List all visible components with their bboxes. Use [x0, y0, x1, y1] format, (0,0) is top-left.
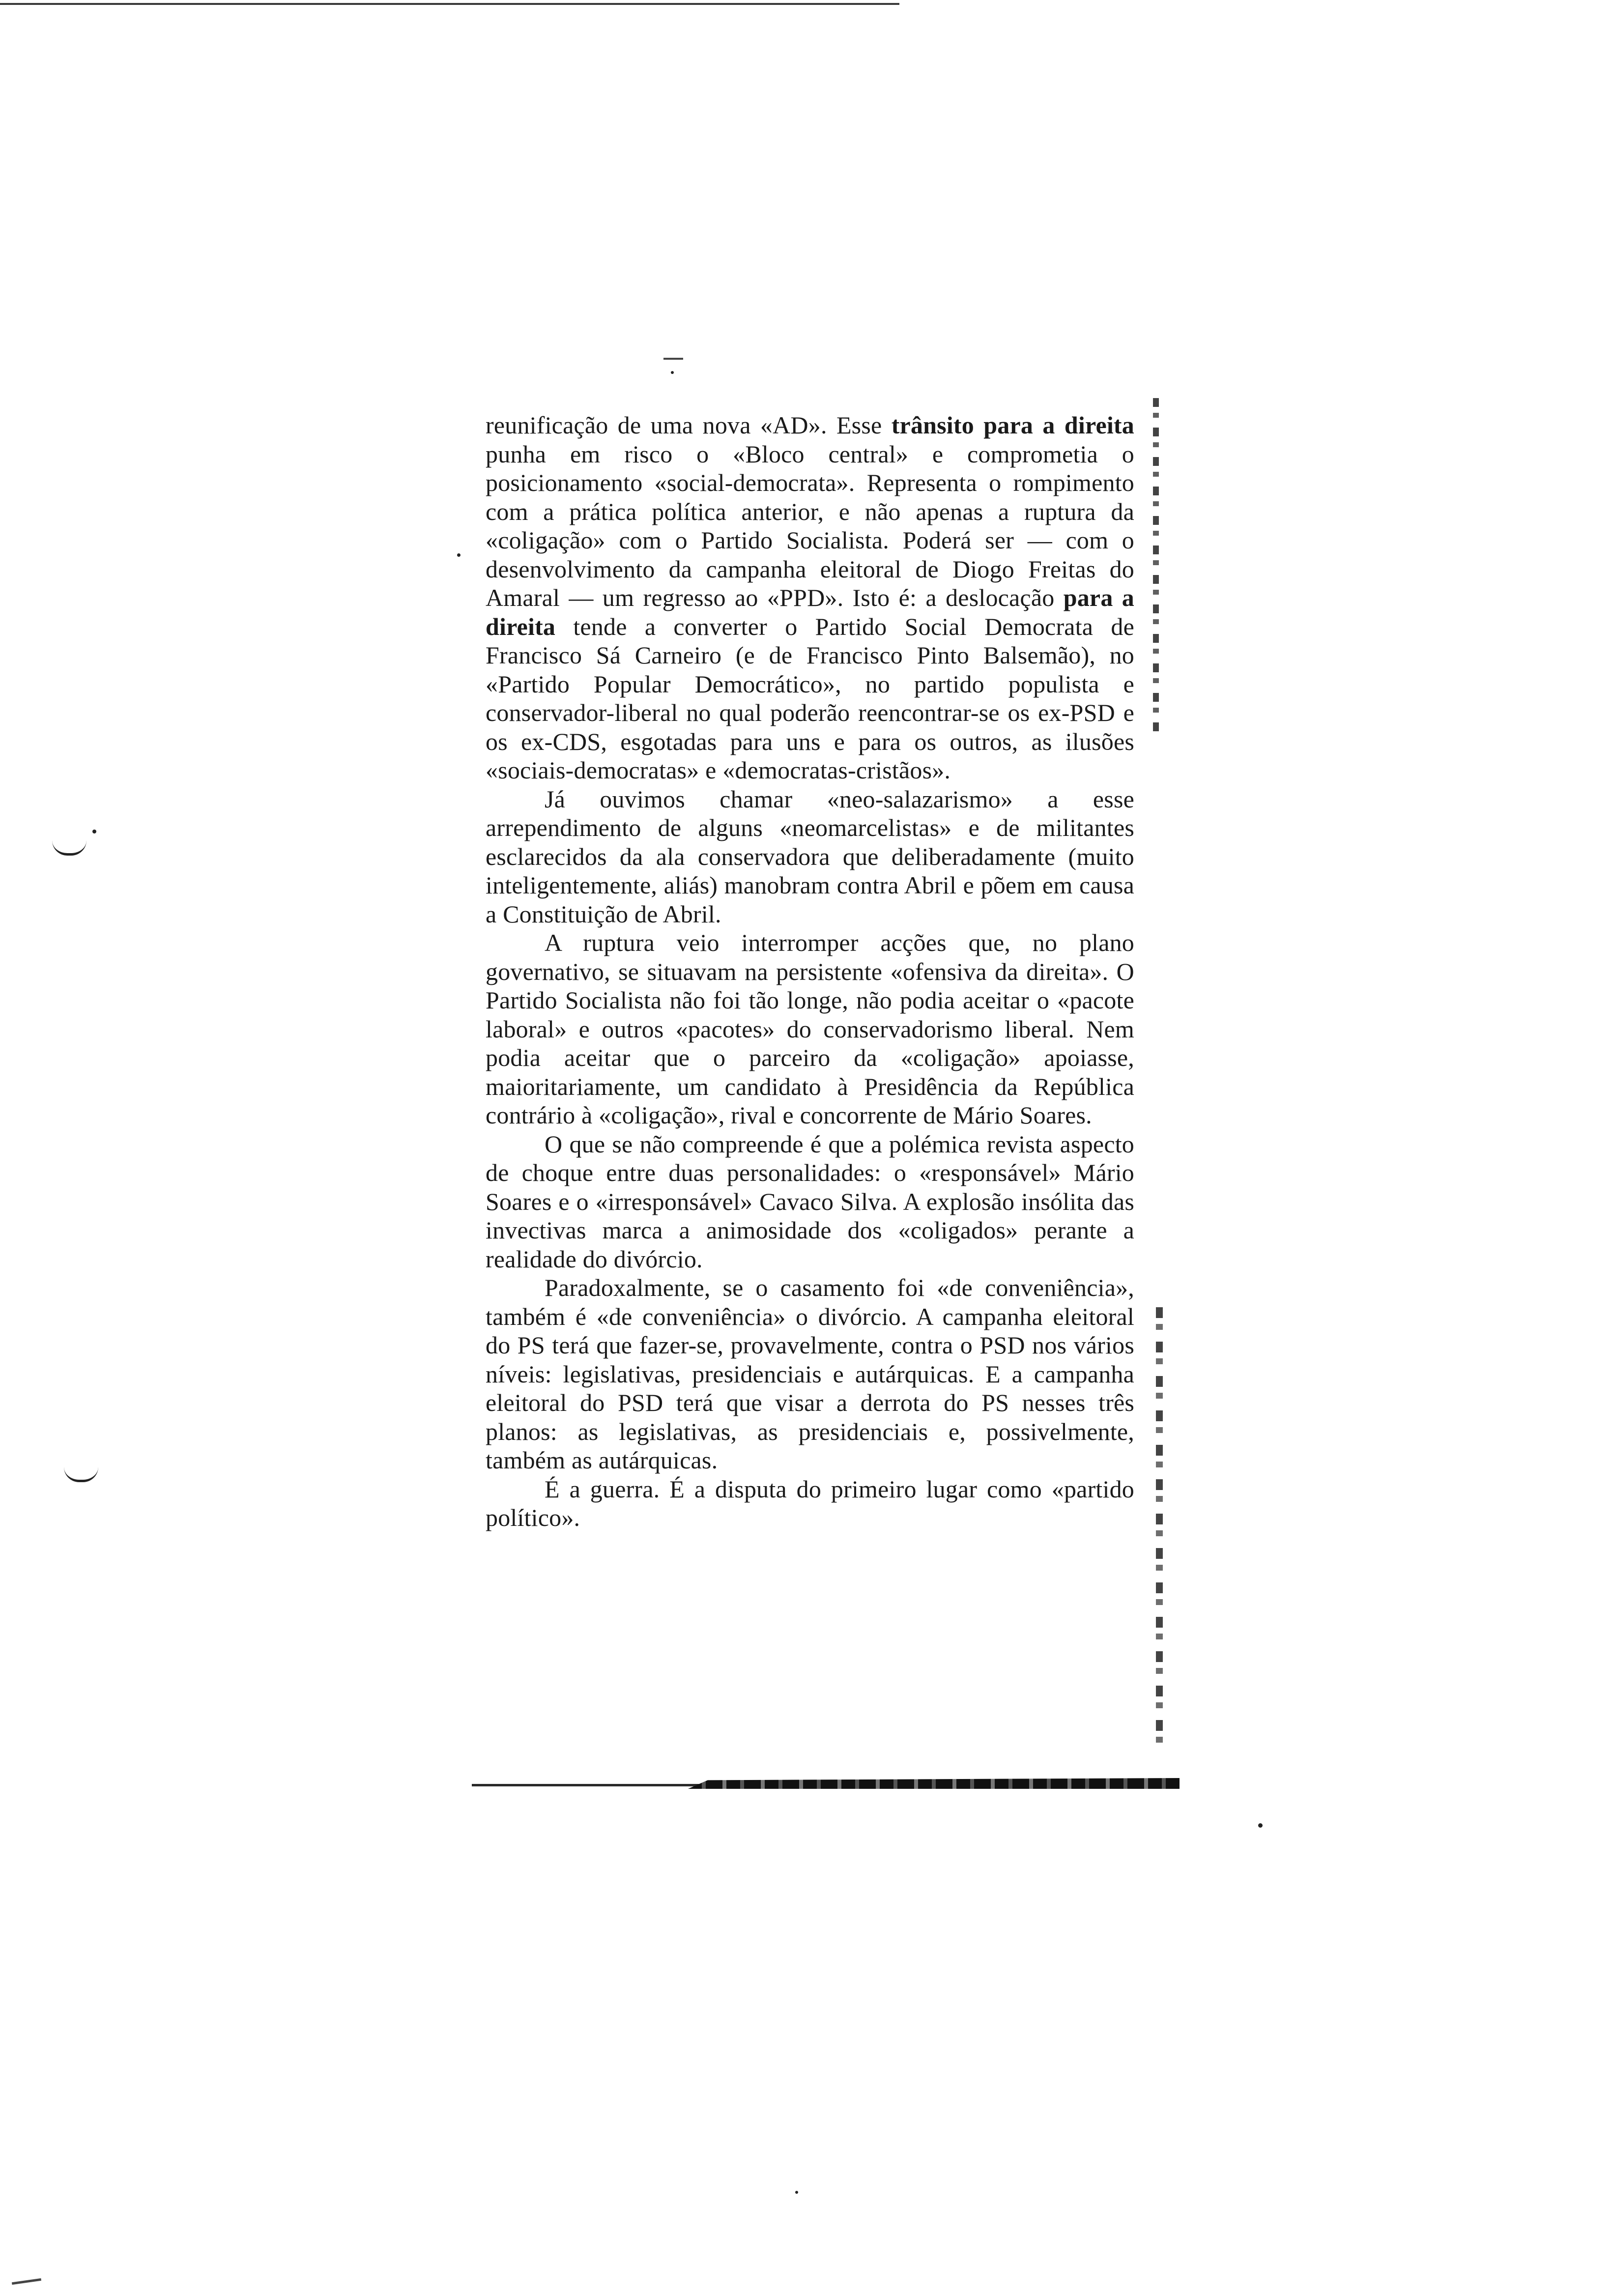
paragraph-text: tende a converter o Partido Social Democrata de Francisco Sá Carneiro (e de Francisco Pinto Balsemão), no «Partido Popular Democrático», no partido populista e conservador-liberal no qual poderão reencontrar-se os ex-PSD e os ex-CDS, esgotadas para uns e para os outros, as ilusões «sociais-democratas» e «democratas-cristãos». [486, 612, 1134, 784]
article-paragraph [486, 928, 1134, 1130]
paragraph-text: O que se não compreende é que a polémica revista aspecto de choque entre duas personalidades: o «responsável» Mário Soares e o «irresponsável» Cavaco Silva. A explosão insólita das invectivas marca a animosidade dos «coligados» perante a realidade do divórcio. [486, 1130, 1134, 1273]
scan-speck [12, 2278, 41, 2285]
article-body [486, 411, 1134, 1532]
emphasized-phrase: para a direita [486, 584, 1135, 640]
paragraph-text: É a guerra. É a disputa do primeiro lugar como «partido político». [486, 1475, 1134, 1531]
clipping-cut-edge [1156, 1307, 1163, 1750]
scan-speck [671, 371, 674, 374]
scan-speck [92, 830, 96, 833]
article-paragraph [486, 1273, 1134, 1475]
article-paragraph [486, 1475, 1134, 1532]
scan-speck [1258, 1823, 1263, 1828]
article-paragraph [486, 785, 1134, 929]
emphasized-phrase: trânsito para a direita [891, 411, 1134, 439]
scan-speck [663, 358, 683, 360]
paragraph-text: Paradoxalmente, se o casamento foi «de conveniência», também é «de conveniência» o divórcio. A campanha eleitoral do PS terá que fazer-se, provavelmente, contra o PSD nos vários níveis: legislativas, presidenciais e autárquicas. E a campanha eleitoral do PSD terá que visar a derrota do PS nesses três planos: as legislativas, as presidenciais e, possivelmente, também as autárquicas. [486, 1274, 1134, 1474]
clipping-cut-edge [1153, 398, 1159, 732]
scan-speck [457, 553, 461, 557]
paragraph-text: A ruptura veio interromper acções que, no plano governativo, se situavam na persistente «ofensiva da direita». O Partido Socialista não foi tão longe, não podia aceitar o «pacote laboral» e outros «pacotes» do conservadorismo liberal. Nem podia aceitar que o parceiro da «coligação» apoiasse, maioritariamente, um candidato à Presidência da República contrário à «coligação», rival e concorrente de Mário Soares. [486, 929, 1134, 1129]
scan-top-edge-line [0, 3, 899, 5]
hole-punch-mark [52, 840, 86, 856]
paragraph-text: Já ouvimos chamar «neo-salazarismo» a esse arrependimento de alguns «neomarcelistas» e de militantes esclarecidos da ala conservadora que deliberadamente (muito inteligentemente, aliás) manobram contra Abril e põem em causa a Constituição de Abril. [486, 785, 1134, 928]
paragraph-text: punha em risco o «Bloco central» e comprometia o posicionamento «social-democrata». Representa o rompimento com a prática política anterior, e não apenas a ruptura da «coligação» com o Partido Socialista. Poderá ser — com o desenvolvimento da campanha eleitoral de Diogo Freitas do Amaral — um regresso ao «PPD». Isto é: a deslocação [486, 440, 1134, 611]
clipping-torn-edge [688, 1778, 1180, 1789]
scan-speck [795, 2191, 798, 2194]
article-paragraph [486, 411, 1134, 785]
hole-punch-mark [64, 1467, 98, 1482]
paragraph-text: reunificação de uma nova «AD». Esse [486, 411, 892, 439]
newspaper-clipping [472, 398, 1150, 1794]
article-paragraph [486, 1130, 1134, 1274]
